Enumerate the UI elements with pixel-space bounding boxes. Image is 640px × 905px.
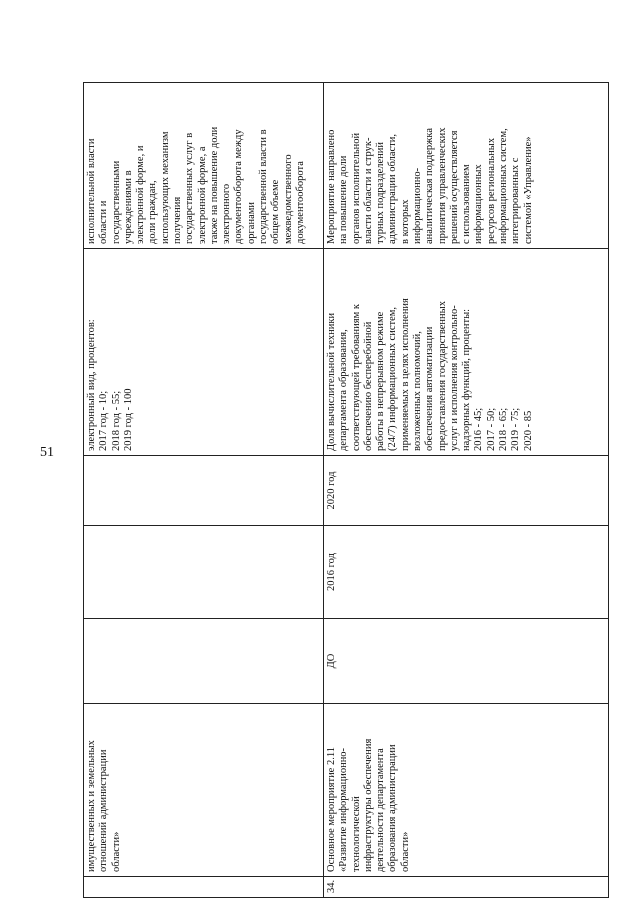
- cell-text-line: ресурсов региональных: [485, 137, 497, 244]
- cell-text-line: области»: [399, 831, 411, 872]
- cell-text-line: получения: [171, 196, 183, 244]
- cell-text-line: администрации области,: [387, 134, 399, 244]
- indicator-cell: [324, 249, 609, 456]
- cell-text-line: «Развитие информационно-: [338, 747, 350, 872]
- cell-text-line: информационных систем,: [497, 128, 509, 244]
- cell-text-line: системой «Управление»: [522, 136, 534, 244]
- cell-text-line: образования администрации: [387, 744, 399, 872]
- indicator-cell: [84, 249, 324, 456]
- cell-text-line: исполнительной власти: [86, 138, 97, 244]
- cell-text-line: Основное мероприятие 2.11: [326, 747, 337, 872]
- cell-text-line: общем объеме: [270, 179, 282, 244]
- cell-text-line: документооборота: [294, 161, 306, 244]
- cell-text-line: электронной форме, а: [196, 146, 208, 244]
- cell-text-line: применяемых в целях исполнения: [399, 298, 411, 451]
- cell-text-line: принятия управленческих: [436, 127, 448, 244]
- row-number-cell: 34.: [324, 877, 609, 898]
- row-number-cell: [84, 877, 324, 898]
- cell-text-line: документооборота между: [233, 129, 245, 244]
- cell-text-line: 2019 - 75;: [510, 407, 522, 451]
- cell-text-line: Доля вычислительной техники: [326, 312, 337, 451]
- cell-text-line: государственных услуг в: [184, 132, 196, 244]
- result-cell: [324, 83, 609, 249]
- cell-text-line: 2018 - 65;: [497, 407, 509, 451]
- cell-text-line: доли граждан,: [147, 180, 159, 244]
- cell-text-line: государственными: [110, 160, 122, 244]
- cell-text-line: 2019 год - 100: [122, 388, 134, 451]
- start-year-cell: 2016 год: [324, 526, 609, 619]
- table-row-continuation: [84, 83, 324, 898]
- cell-text-line: отношений администрации: [98, 749, 110, 872]
- cell-text-line: услуг и исполнения контрольно-: [448, 305, 460, 451]
- cell-text-line: информационных: [473, 164, 485, 244]
- result-cell: [84, 83, 324, 249]
- cell-text-line: турных подразделений: [375, 141, 387, 244]
- end-year-cell: 2020 год: [324, 456, 609, 526]
- cell-text-line: имущественных и земельных: [86, 740, 97, 872]
- cell-text-line: 2020 - 85: [522, 410, 534, 451]
- cell-text-line: электронный вид, процентов:: [86, 319, 97, 451]
- cell-text-line: в которых: [399, 199, 411, 244]
- cell-text-line: возложенных полномочий,: [411, 331, 423, 451]
- cell-text-line: решений осуществляется: [448, 130, 460, 244]
- rotated-table-container: [83, 83, 608, 898]
- table-row-34: [324, 83, 609, 898]
- executor-cell: [84, 619, 324, 704]
- cell-text-line: работы в непрерывном режиме: [375, 311, 387, 451]
- cell-text-line: технологической: [350, 796, 362, 872]
- cell-text-line: соответствующей требованиям к: [350, 304, 362, 451]
- cell-text-line: власти области и струк-: [362, 137, 374, 244]
- cell-text-line: 2018 год - 55;: [110, 390, 122, 451]
- cell-text-line: Мероприятие направлено: [326, 129, 337, 244]
- cell-text-line: обеспечению бесперебойной: [362, 321, 374, 451]
- cell-text-line: 2017 - 50;: [485, 407, 497, 451]
- cell-text-line: обеспечения автоматизации: [424, 326, 436, 451]
- start-year-cell: [84, 526, 324, 619]
- cell-text-line: (24/7) информационных систем,: [387, 306, 399, 451]
- end-year-cell: [84, 456, 324, 526]
- measure-name-cell: [324, 704, 609, 877]
- cell-text-line: департамента образования,: [338, 329, 350, 451]
- cell-text-line: также на повышение доли: [208, 126, 220, 244]
- cell-text-line: аналитическая поддержка: [424, 127, 436, 244]
- executor-cell: ДО: [324, 619, 609, 704]
- cell-text-line: на повышение доли: [338, 155, 350, 244]
- cell-text-line: 2017 год - 10;: [98, 390, 110, 451]
- program-table: [83, 82, 609, 898]
- cell-text-line: электронной форме, и: [135, 145, 147, 244]
- cell-text-line: учреждениями в: [122, 170, 134, 244]
- cell-text-line: предоставления государственных: [436, 301, 448, 451]
- cell-text-line: информационно-: [411, 167, 423, 244]
- cell-text-line: 2016 - 45;: [473, 407, 485, 451]
- cell-text-line: области и: [98, 200, 110, 244]
- page-number: 51: [40, 445, 54, 460]
- measure-name-cell: [84, 704, 324, 877]
- cell-text-line: области»: [110, 831, 122, 872]
- cell-text-line: деятельности департамента: [375, 748, 387, 872]
- cell-text-line: государственной власти в: [257, 129, 269, 244]
- cell-text-line: электронного: [221, 183, 233, 244]
- cell-text-line: органами: [245, 201, 257, 244]
- cell-text-line: использующих механизм: [159, 131, 171, 244]
- cell-text-line: инфраструктуры обеспечения: [362, 738, 374, 872]
- cell-text-line: межведомственного: [282, 154, 294, 244]
- cell-text-line: надзорных функций, проценты:: [461, 308, 473, 451]
- cell-text-line: интегрированных с: [510, 157, 522, 244]
- cell-text-line: с использованием: [461, 164, 473, 244]
- cell-text-line: органов исполнительной: [350, 132, 362, 244]
